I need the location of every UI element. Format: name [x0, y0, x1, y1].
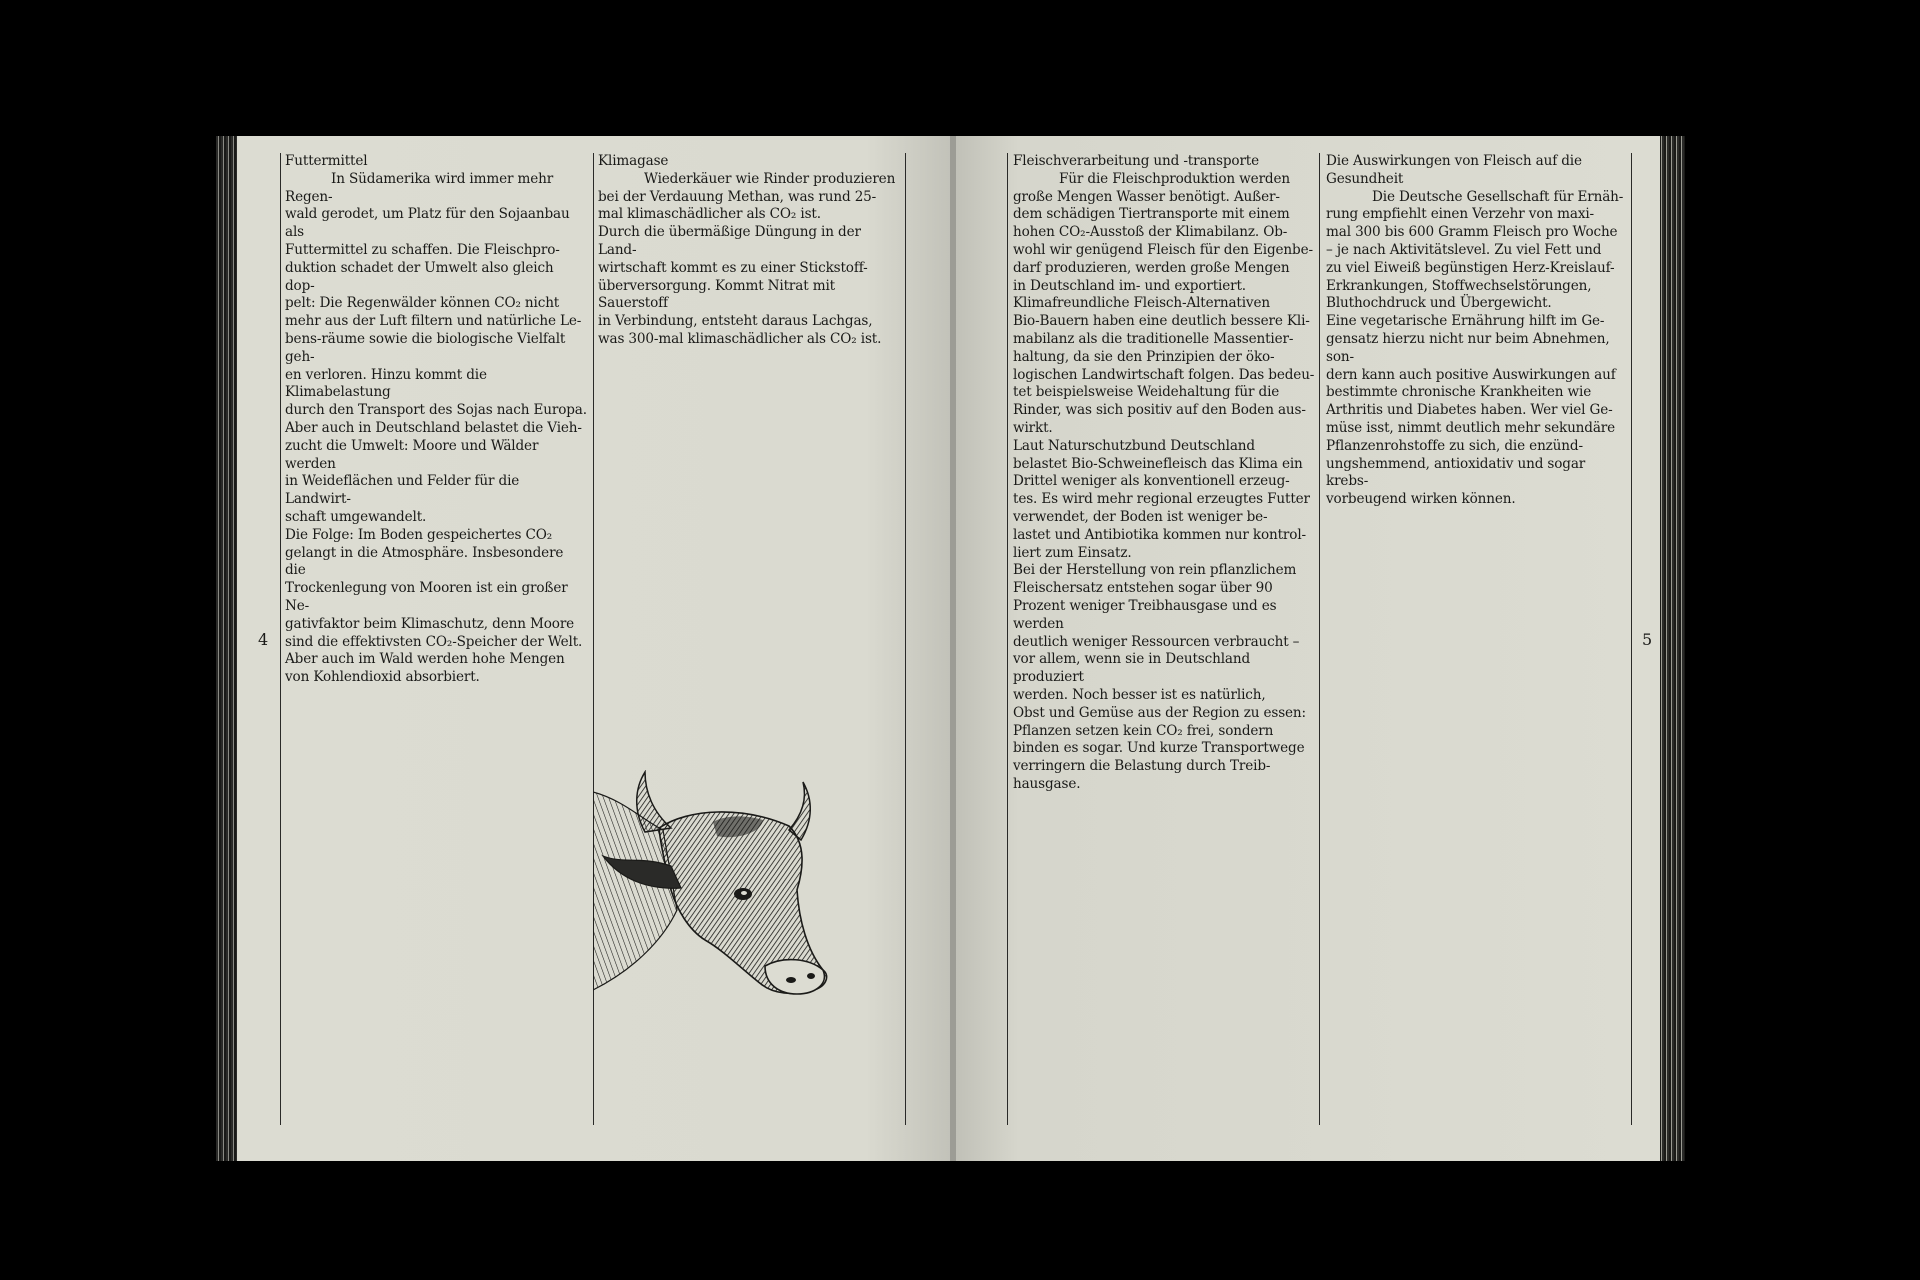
paragraph: Für die Fleischproduktion werden große Mengen Wasser benötigt. Außer- dem schädigen Tiertransporte mit einem hohen CO₂-Ausstoß der Klimabilanz. Ob- wohl wir genügend Fleisch für den Eigenbe- darf produzieren, werden große Mengen in Deutschland im- und exportiert.: [1013, 170, 1313, 294]
paragraph: Bei der Herstellung von rein pflanzlichem Fleischersatz entstehen sogar über 90 Prozent weniger Treibhausgase und es werden deutlich weniger Ressourcen verbraucht – vor allem, wenn sie in Deutschland produziert werden. Noch besser ist es natürlich, Obst und Gemüse aus der Region zu essen: Pflanzen setzen kein CO₂ frei, sondern binden es sogar. Und kurze Transportwege verringern die Belastung durch Treib- hausgase.: [1013, 562, 1306, 792]
right-page-edge: [1659, 136, 1685, 1161]
column-klimagase: [598, 153, 900, 349]
book-gutter: [950, 136, 956, 1161]
paragraph: Eine vegetarische Ernährung hilft im Ge- gensatz hierzu nicht nur beim Abnehmen, son- dern kann auch positive Auswirkungen auf bestimmte chronische Krankheiten wie Arthritis und Diabetes haben. Wer viel Ge- müse isst, nimmt deutlich mehr sekundäre Pflanzenrohstoffe zu sich, die enzünd- ungshemmend, antioxidativ und sogar krebs- vorbeugend wirken können.: [1326, 313, 1616, 508]
section-heading: Fleischverarbeitung und -transporte: [1013, 153, 1259, 169]
section-heading: Die Auswirkungen von Fleisch auf die Gesundheit: [1326, 153, 1582, 187]
paragraph: Die Folge: Im Boden gespeichertes CO₂ gelangt in die Atmosphäre. Insbesondere die Trockenlegung von Mooren ist ein großer Ne- gativfaktor beim Klimaschutz, denn Moore sind die effektivsten CO₂-Speicher der Welt. Aber auch im Wald werden hohe Mengen von Kohlendioxid absorbiert.: [285, 526, 583, 686]
column-fleischverarbeitung: [1013, 153, 1315, 794]
cow-head-illustration: [593, 770, 867, 1020]
column-rule: [1007, 153, 1008, 1125]
left-page-edge: [216, 136, 238, 1161]
paragraph: Die Deutsche Gesellschaft für Ernäh- rung empfiehlt einen Verzehr von maxi- mal 300 bis 600 Gramm Fleisch pro Woche – je nach Aktivitätslevel. Zu viel Fett und zu viel Eiweiß begünstigen Herz-Kreislauf- Erkrankungen, Stoffwechselstörungen, Bluthochdruck und Übergewicht.: [1326, 188, 1624, 312]
paragraph: Klimafreundliche Fleisch-Alternativen Bio-Bauern haben eine deutlich bessere Kli- mabilanz als die traditionelle Massentier- haltung, da sie den Prinzipien der öko- logischen Landwirtschaft folgen. Das bedeu- tet beispielsweise Weidehaltung für die Rinder, was sich positiv auf den Boden aus- wirkt.: [1013, 295, 1315, 436]
column-rule: [280, 153, 281, 1125]
column-futtermittel: [285, 153, 587, 687]
column-rule: [1319, 153, 1320, 1125]
column-rule: [1631, 153, 1632, 1125]
section-heading: Klimagase: [598, 153, 669, 169]
paragraph: Durch die übermäßige Düngung in der Land- wirtschaft kommt es zu einer Stickstoff- überversorgung. Kommt Nitrat mit Sauerstoff in Verbindung, entsteht daraus Lachgas, was 300-mal klimaschädlicher als CO₂ ist.: [598, 224, 882, 347]
paragraph: In Südamerika wird immer mehr Regen- wald gerodet, um Platz für den Sojaanbau als Futtermittel zu schaffen. Die Fleischpro- duktion schadet der Umwelt also gleich dop- pelt: Die Regenwälder können CO₂ nicht mehr aus der Luft filtern und natürliche Le- bens-räume sowie die biologische Vielfalt geh- en verloren. Hinzu kommt die Klimabelastung durch den Transport des Sojas nach Europa.: [285, 170, 587, 419]
page-number-left: 4: [258, 630, 269, 649]
paragraph: Laut Naturschutzbund Deutschland belastet Bio-Schweinefleisch das Klima ein Drittel weniger als konventionell erzeug- tes. Es wird mehr regional erzeugtes Futter verwendet, der Boden ist weniger be- lastet und Antibiotika kommen nur kontrol- liert zum Einsatz.: [1013, 437, 1310, 561]
section-heading: Futtermittel: [285, 153, 368, 169]
paragraph: Wiederkäuer wie Rinder produzieren bei der Verdauung Methan, was rund 25- mal klimaschädlicher als CO₂ ist.: [598, 170, 896, 223]
paragraph: Aber auch in Deutschland belastet die Vieh- zucht die Umwelt: Moore und Wälder werden in Weideflächen und Felder für die Landwirt- schaft umgewandelt.: [285, 419, 582, 525]
column-rule: [905, 153, 906, 1125]
column-gesundheit: [1326, 153, 1628, 509]
page-number-right: 5: [1642, 630, 1653, 649]
